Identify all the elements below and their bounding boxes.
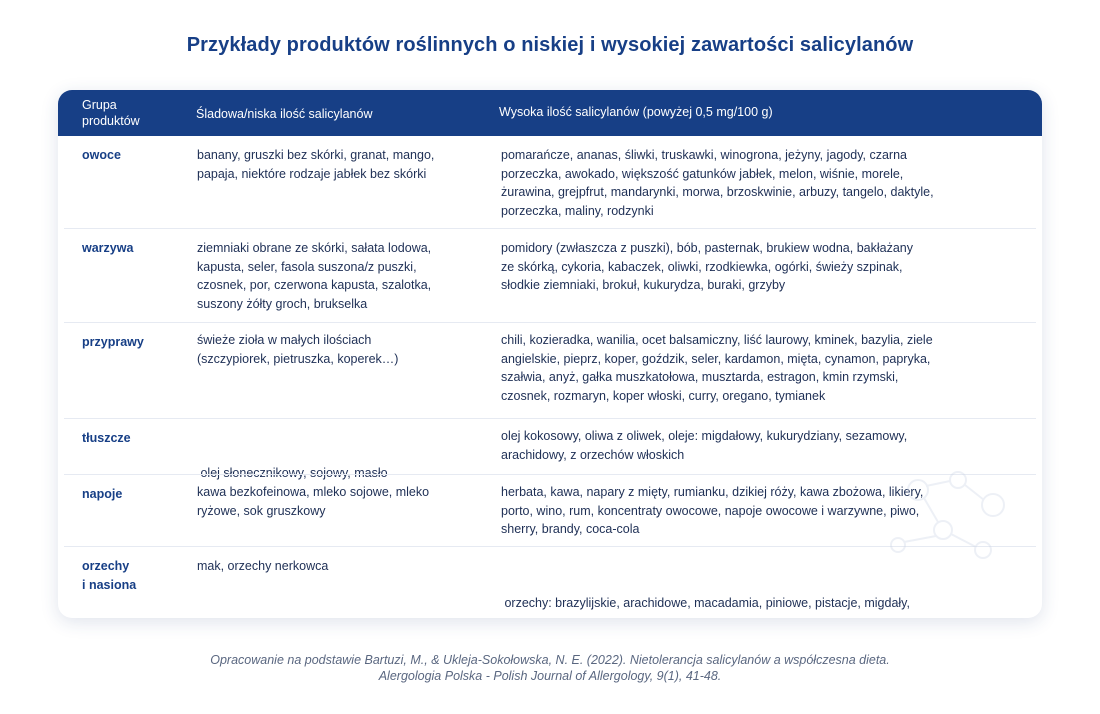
molecule-watermark-icon — [858, 450, 1028, 580]
row-high — [501, 146, 1021, 220]
high-line: arachidowy, z orzechów włoskich — [501, 447, 685, 462]
high-line: porzeczka, awokado, większość gatunków jabłek, melon, wiśnie, morele, — [501, 166, 904, 181]
table-header — [58, 90, 1042, 136]
header-low: Śladowa/niska ilość salicylanów — [196, 107, 373, 121]
high-line: sherry, brandy, coca-cola — [501, 522, 640, 537]
table-row — [64, 322, 1036, 419]
high-line: pomidory (zwłaszcza z puszki), bób, pasternak, brukiew wodna, bakłażany — [501, 241, 913, 255]
high-line: porto, wino, rum, koncentraty owocowe, napoje owocowe i warzywne, piwo, — [501, 503, 920, 518]
high-line: czosnek, rozmaryn, koper włoski, curry, oregano, tymianek — [501, 388, 826, 403]
high-line: żurawina, grejpfrut, mandarynki, morwa, brzoskwinie, arbuzy, tangelo, daktyle, — [501, 185, 934, 200]
row-low — [197, 146, 477, 183]
table-row — [64, 228, 1036, 323]
high-line: olej kokosowy, oliwa z oliwek, oleje: migdałowy, kukurydziany, sezamowy, — [501, 429, 908, 443]
low-line: mak, orzechy nerkowca — [197, 559, 329, 573]
row-low — [197, 483, 477, 520]
salicylate-table — [58, 90, 1042, 618]
table-row — [64, 136, 1036, 228]
group-line: orzechy — [82, 559, 130, 573]
group-line: napoje — [82, 487, 123, 501]
low-line: kawa bezkofeinowa, mleko sojowe, mleko — [197, 485, 430, 499]
low-line: olej słonecznikowy, sojowy, masło — [197, 466, 388, 481]
row-group — [82, 146, 121, 165]
low-line: kapusta, seler, fasola suszona/z puszki, — [197, 259, 417, 274]
header-group-line1: Grupa — [82, 98, 117, 112]
group-line: owoce — [82, 148, 121, 162]
row-group — [82, 485, 122, 504]
low-line: czosnek, por, czerwona kapusta, szalotka, — [197, 278, 432, 293]
row-group — [82, 557, 136, 594]
page-title: Przykłady produktów roślinnych o niskiej i wysokiej zawartości salicylanów — [186, 34, 914, 56]
header-group-line2: produktów — [82, 114, 140, 128]
low-line: świeże zioła w małych ilościach — [197, 333, 372, 347]
low-line: ziemniaki obrane ze skórki, sałata lodowa, — [197, 241, 432, 255]
row-group — [82, 429, 131, 448]
row-high — [501, 331, 1021, 405]
low-line: suszony żółty groch, brukselka — [197, 296, 368, 311]
row-low — [197, 557, 477, 576]
group-line: i nasiona — [82, 577, 137, 592]
source-line2: Alergologia Polska - Polish Journal of Allergology, 9(1), 41-48. — [378, 669, 722, 683]
row-group — [82, 239, 133, 258]
low-line: (szczypiorek, pietruszka, koperek…) — [197, 351, 399, 366]
source-line1: Opracowanie na podstawie Bartuzi, M., & Ukleja-Sokołowska, N. E. (2022). Nietolerancja salicylanów a współczesna dieta. — [210, 653, 890, 667]
high-line: angielskie, pieprz, koper, goździk, seler, kardamon, mięta, cynamon, papryka, — [501, 351, 931, 366]
high-line: herbata, kawa, napary z mięty, rumianku, dzikiej róży, kawa zbożowa, likiery, — [501, 485, 924, 499]
header-high: Wysoka ilość salicylanów (powyżej 0,5 mg/100 g) — [499, 105, 773, 119]
source-citation — [0, 652, 1100, 684]
low-line: banany, gruszki bez skórki, granat, mango, — [197, 148, 435, 162]
high-line: ze skórką, cykoria, kabaczek, oliwki, rzodkiewka, ogórki, świeży szpinak, — [501, 259, 903, 274]
high-line: chili, kozieradka, wanilia, ocet balsamiczny, liść laurowy, kminek, bazylia, ziele — [501, 333, 933, 347]
low-line: papaja, niektóre rodzaje jabłek bez skórki — [197, 166, 427, 181]
row-low — [197, 239, 477, 313]
group-line: przyprawy — [82, 335, 144, 349]
header-group — [82, 97, 140, 129]
group-line: tłuszcze — [82, 431, 131, 445]
group-line: warzywa — [82, 241, 134, 255]
high-line: pomarańcze, ananas, śliwki, truskawki, winogrona, jeżyny, jagody, czarna — [501, 148, 907, 162]
high-line: orzechy: brazylijskie, arachidowe, macadamia, piniowe, pistacje, migdały, — [501, 596, 910, 611]
row-group — [82, 333, 144, 352]
row-high — [501, 239, 1021, 295]
row-low — [197, 331, 477, 368]
high-line: słodkie ziemniaki, brokuł, kukurydza, buraki, grzyby — [501, 278, 786, 293]
high-line: szałwia, anyż, gałka muszkatołowa, musztarda, estragon, kmin rzymski, — [501, 370, 899, 385]
low-line: ryżowe, sok gruszkowy — [197, 503, 326, 518]
high-line: porzeczka, maliny, rodzynki — [501, 203, 654, 218]
